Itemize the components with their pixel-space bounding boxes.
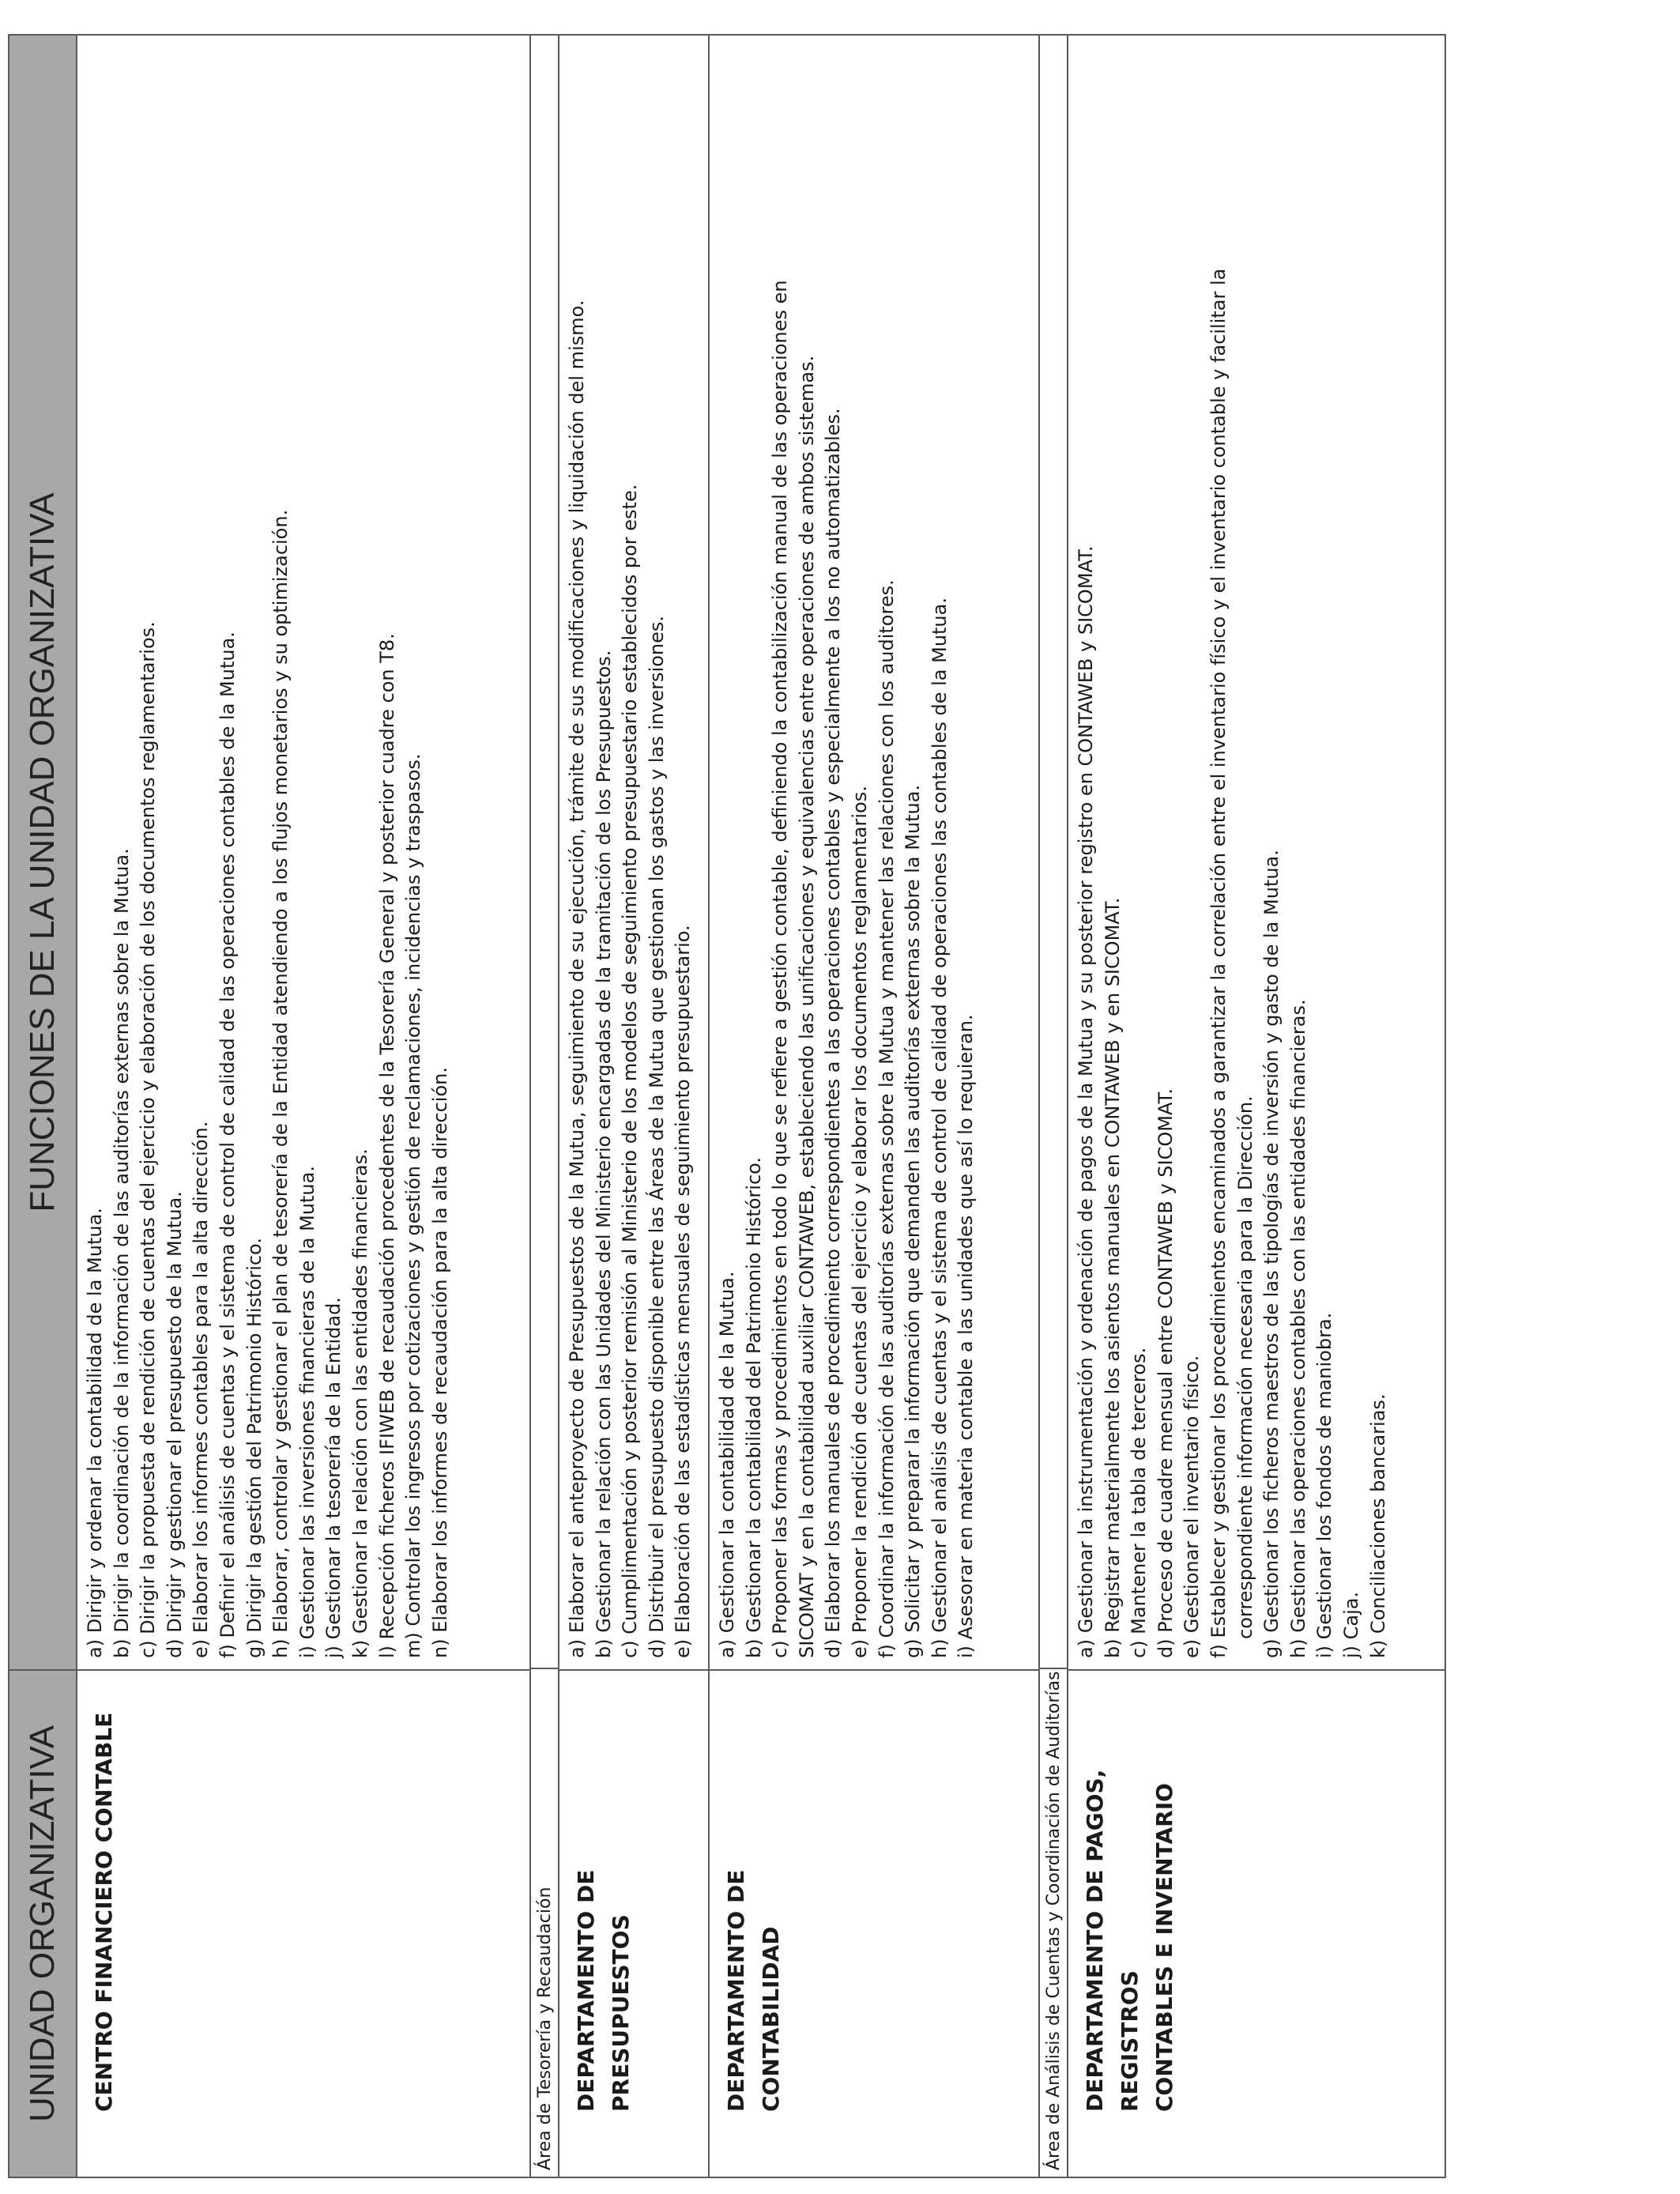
function-item: e) Proponer la rendición de cuentas del ejercicio y elaborar los documentos reglamentarios. (848, 786, 871, 1658)
function-item: k) Conciliaciones bancarias. (1366, 1393, 1389, 1658)
table-row-presupuestos (559, 36, 710, 2177)
functions-cell (77, 36, 529, 1669)
function-item: e) Elaborar los informes contables para la alta dirección. (190, 1121, 213, 1658)
function-item: f) Coordinar la información de las auditorías externas sobre la Mutua y mantener las relaciones con los auditores. (875, 579, 898, 1658)
function-item: b) Dirigir la coordinación de la información de las auditorías externas sobre la Mutua. (110, 848, 133, 1658)
table-row-centro-financiero (77, 36, 531, 2177)
unit-name-line2: CONTABLES E INVENTARIO (1151, 1783, 1177, 2112)
function-item: b) Registrar materialmente los asientos manuales en CONTAWEB y en SICOMAT. (1101, 897, 1124, 1658)
function-item: c) Mantener la tabla de terceros. (1128, 1347, 1151, 1658)
unit-cell (1068, 1669, 1445, 2177)
function-item: i) Gestionar los fondos de maniobra. (1313, 1312, 1336, 1658)
unit-cell (77, 1669, 529, 2177)
function-item-continuation: correspondiente información necesaria para la Dirección. (1234, 1095, 1256, 1639)
table-row-contabilidad (710, 36, 1040, 2177)
function-item: a) Gestionar la instrumentación y ordenación de pagos de la Mutua y su posterior registro en CONTAWEB y SICOMAT. (1075, 545, 1097, 1658)
functions-cell (1068, 36, 1445, 1669)
function-item: j) Gestionar la tesorería de la Entidad. (322, 1297, 345, 1658)
function-item: c) Cumplimentación y posterior remisión al Ministerio de los modelos de seguimiento presupuestario establecidos por este. (619, 484, 642, 1658)
function-item: h) Gestionar el análisis de cuentas y el sistema de control de calidad de operaciones las contables de la Mutua. (928, 598, 951, 1658)
function-item: a) Gestionar la contabilidad de la Mutua. (716, 1271, 738, 1658)
function-item: k) Gestionar la relación con las entidades financieras. (348, 1148, 371, 1658)
header-unit: UNIDAD ORGANIZATIVA (9, 1669, 77, 2177)
function-item: SICOMAT y en la contabilidad auxiliar CONTAWEB, estableciendo las unificaciones y equivalencias entre operaciones de ambos sistemas. (795, 355, 818, 1658)
function-item: g) Gestionar los ficheros maestros de las tipologías de inversión y gasto de la Mutua. (1260, 850, 1283, 1658)
function-item: n) Elaborar los informes de recaudación para la alta dirección. (428, 1067, 451, 1658)
function-item: a) Elaborar el anteproyecto de Presupuestos de la Mutua, seguimiento de su ejecución, trámite de sus modificaciones y liquidación del mismo. (566, 300, 588, 1658)
function-item: a) Dirigir y ordenar la contabilidad de la Mutua. (84, 1208, 106, 1658)
function-item: e) Elaboración de las estadísticas mensuales de seguimiento presupuestario. (672, 925, 695, 1658)
unit-cell (710, 1669, 1038, 2177)
area-label-tesoreria (531, 36, 559, 2177)
function-item: g) Solicitar y preparar la información que demanden las auditorías externas sobre la Mutua. (902, 784, 925, 1658)
function-item: l) Recepción ficheros IFIWEB de recaudación procedentes de la Tesorería General y posterior cuadre con T8. (375, 633, 398, 1658)
function-item: b) Gestionar la relación con las Unidades del Ministerio encargadas de la tramitación de los Presupuestos. (592, 650, 615, 1658)
function-item: i) Gestionar las inversiones financieras de la Mutua. (296, 1166, 318, 1658)
function-item: b) Gestionar la contabilidad del Patrimonio Histórico. (742, 1156, 765, 1658)
function-item: d) Elaborar los manuales de procedimiento correspondientes a las operaciones contables y especialmente a los no automatizables. (822, 408, 845, 1658)
table-row-pagos (1068, 36, 1445, 2177)
area-label: Área de Tesorería y Recaudación (535, 1887, 555, 2170)
function-item: c) Proponer las formas y procedimientos en todo lo que se refiere a gestión contable, definiendo la contabilización manual de las operaciones en (769, 280, 792, 1658)
area-label-analisis (1040, 36, 1068, 2177)
function-item: g) Dirigir la gestión del Patrimonio Histórico. (243, 1238, 266, 1658)
function-item: h) Elaborar, controlar y gestionar el plan de tesorería de la Entidad atendiendo a los flujos monetarios y su optimización. (269, 509, 292, 1658)
unit-cell (559, 1669, 708, 2177)
function-item: m) Controlar los ingresos por cotizaciones y gestión de reclamaciones, incidencias y traspasos. (402, 753, 425, 1658)
function-item: f) Establecer y gestionar los procedimientos encaminados a garantizar la correlación entre el inventario físico y el inventario contable y facilitar la (1207, 268, 1230, 1658)
unit-name-line1: DEPARTAMENTO DE PAGOS, REGISTROS (1082, 1769, 1143, 2112)
unit-name: CENTRO FINANCIERO CONTABLE (91, 1712, 117, 2112)
function-item: i) Asesorar en materia contable a las unidades que así lo requieran. (955, 1014, 977, 1658)
function-item: e) Gestionar el inventario físico. (1181, 1355, 1203, 1658)
function-item: j) Caja. (1339, 1591, 1362, 1658)
area-label: Área de Análisis de Cuentas y Coordinación de Auditorías (1044, 1671, 1064, 2170)
functions-table (8, 34, 1446, 2178)
functions-cell (710, 36, 1038, 1669)
function-item: d) Dirigir y gestionar el presupuesto de la Mutua. (163, 1191, 186, 1658)
function-item: f) Definir el análisis de cuentas y el sistema de control de calidad de las operaciones contables de la Mutua. (216, 631, 239, 1658)
unit-name: DEPARTAMENTO DE CONTABILIDAD (723, 1869, 784, 2112)
function-item: c) Dirigir la propuesta de rendición de cuentas del ejercicio y elaboración de los documentos reglamentarios. (137, 621, 160, 1658)
header-functions: FUNCIONES DE LA UNIDAD ORGANIZATIVA (9, 36, 77, 1669)
function-item: d) Proceso de cuadre mensual entre CONTAWEB y SICOMAT. (1154, 1088, 1177, 1658)
function-item: h) Gestionar las operaciones contables con las entidades financieras. (1286, 999, 1309, 1658)
functions-cell (559, 36, 708, 1669)
function-item: d) Distribuir el presupuesto disponible entre las Áreas de la Mutua que gestionan los gastos y las inversiones. (645, 615, 668, 1658)
unit-name: DEPARTAMENTO DE PRESUPUESTOS (573, 1869, 634, 2112)
